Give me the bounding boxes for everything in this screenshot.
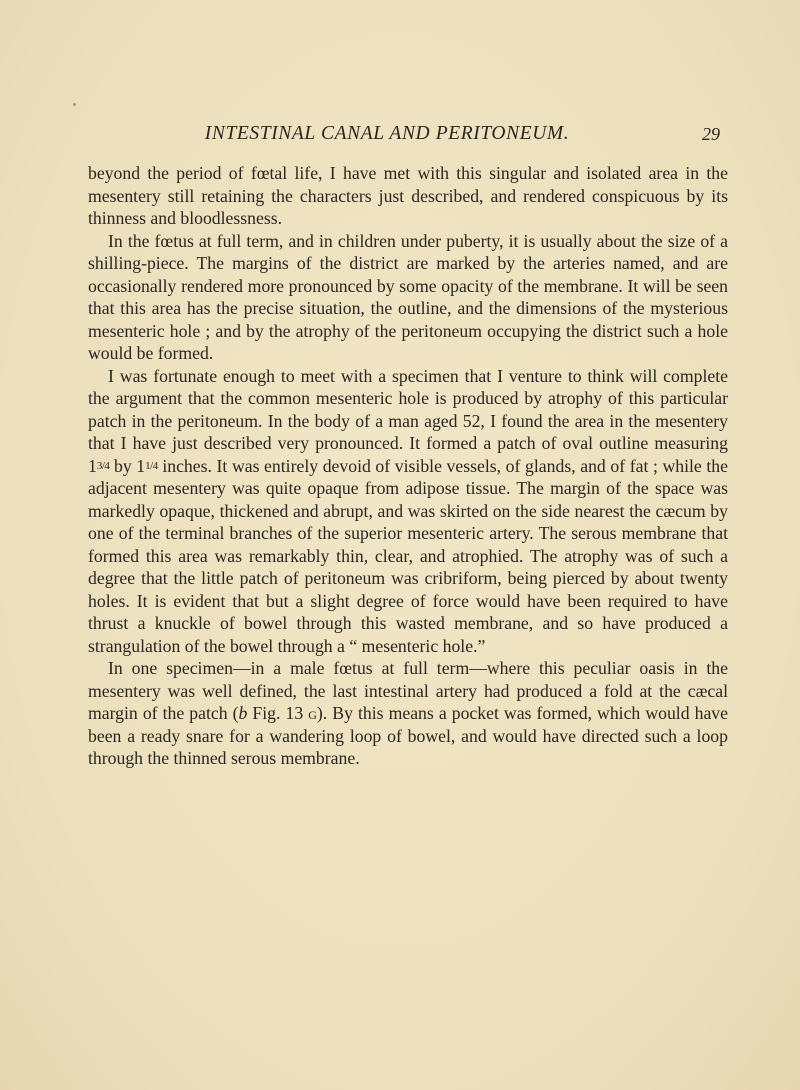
paragraph-4-part-c: Fig. 13 [247, 703, 309, 723]
paragraph-2: In the fœtus at full term, and in children under puberty, it is usually about the size of a shilling-piece. The margins of the district are marked by the arteries named, and are occasionally rendered more pronounced by some opacity of the membrane. It will be seen that this area has the precise situation, the outline, and the dimensions of the mysterious mesenteric hole ; and by the atrophy of the peritoneum occupying the district such a hole would be formed. [88, 230, 728, 363]
paragraph-3-part-b: by 1 [109, 455, 146, 476]
paragraph-3-part-c: inches. It was entirely devoid of visible vessels, of glands, and of fat ; while the adjacent mesentery was quite opaque from adipose tissue. The margin of the space was markedly opaque, thickened and abrupt, and was skirted on the side nearest the cæcum by one of the terminal branches of the superior mesenteric artery. The serous membrane that formed this area was remarkably thin, clear, and atrophied. The atrophy was of such a degree that the little patch of peritoneum was cribriform, being pierced by about twenty holes. It is evident that but a slight degree of force would have been required to have thrust a knuckle of bowel through this wasted membrane, and so have produced a strangulation of the bowel through a “ mesenteric hole.” [88, 455, 729, 656]
running-title: INTESTINAL CANAL AND PERITONEUM. [204, 123, 570, 144]
paragraph-3 [88, 365, 728, 658]
figure-letter-g: g [308, 703, 317, 723]
figure-letter-b: b [238, 703, 248, 723]
page-number: 29 [702, 124, 720, 144]
running-head [60, 123, 720, 153]
fraction-one-quarter: 1/4 [145, 459, 158, 472]
fraction-three-quarters: 3/4 [96, 459, 110, 472]
paragraph-3-part-a: I was fortunate enough to meet with a specimen that I venture to think will complete the argument that the common mesenteric hole is produced by atrophy of this particular patch in the peritoneum. In the body of a man aged 52, I found the area in the mesentery that I have just described very pronounced. It formed a patch of oval outline measuring 1 [88, 365, 728, 476]
page-speck [73, 103, 76, 106]
paragraph-4-part-e: ). By this means a pocket was formed, which would have been a ready snare for a wandering loop of bowel, and would have directed such a loop through the thinned serous membrane. [88, 703, 728, 768]
paragraph-4 [88, 657, 728, 770]
paragraph-4-part-a: In one specimen—in a male fœtus at full term—where this peculiar oasis in the mesentery was well defined, the last intestinal artery had produced a fold at the cæcal margin of the patch ( [88, 658, 728, 723]
body-text [88, 162, 728, 770]
paragraph-1: beyond the period of fœtal life, I have met with this singular and isolated area in the mesentery still retaining the characters just described, and rendered conspicuous by its thinness and bloodlessness. [88, 163, 728, 228]
